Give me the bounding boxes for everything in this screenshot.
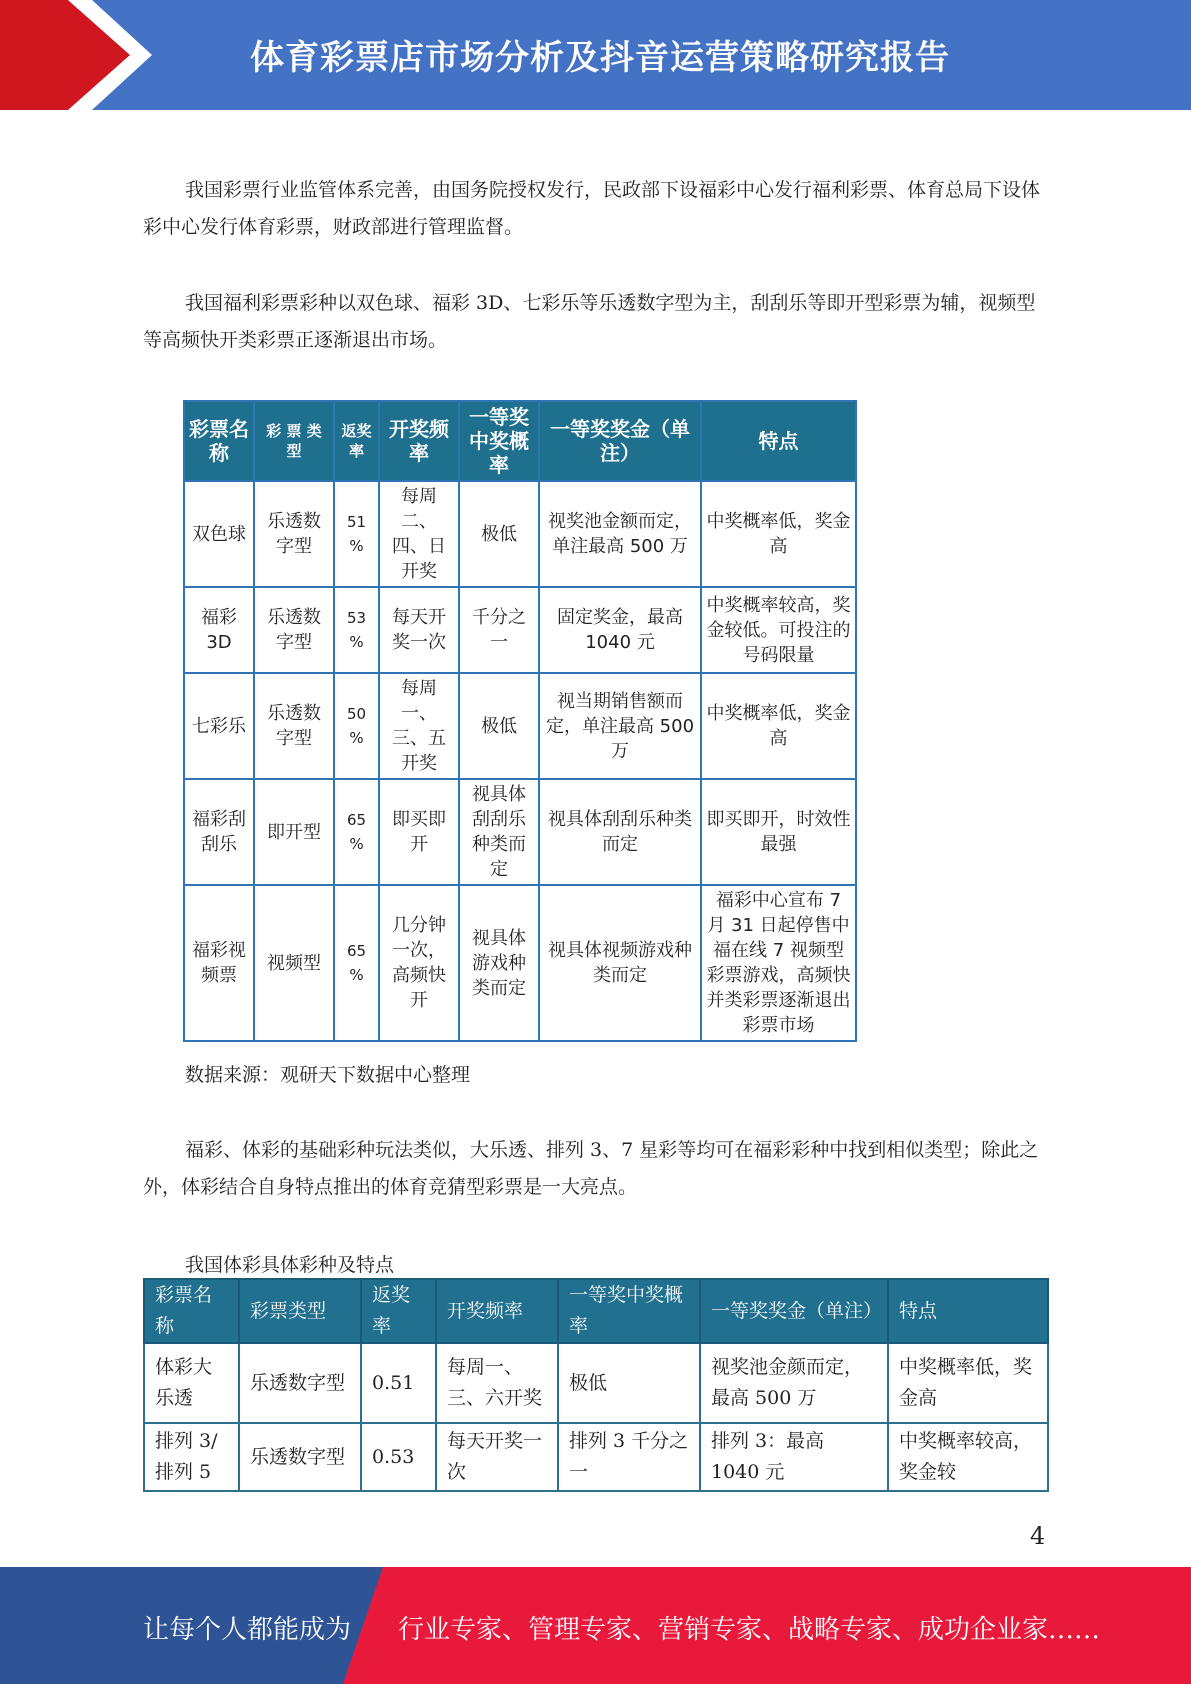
- table-cell: 视具体视频游戏种类而定: [539, 885, 701, 1041]
- table-cell: 中奖概率低，奖金高: [701, 481, 856, 587]
- table-cell: 千分之一: [459, 587, 539, 673]
- table-cell: 即买即开，时效性最强: [701, 779, 856, 885]
- table-cell: 乐透数字型: [254, 673, 334, 779]
- table-cell: 53 %: [334, 587, 379, 673]
- table-cell: 双色球: [184, 481, 254, 587]
- table-cell: 即开型: [254, 779, 334, 885]
- table-row: [184, 673, 856, 779]
- table-row: [184, 481, 856, 587]
- table-cell: 福彩 3D: [184, 587, 254, 673]
- paragraph-sports-lottery: 福彩、体彩的基础彩种玩法类似，大乐透、排列 3、7 星彩等均可在福彩彩种中找到相似类型；除此之外，体彩结合自身特点推出的体育竞猜型彩票是一大亮点。: [143, 1139, 1039, 1198]
- report-title: 体育彩票店市场分析及抖音运营策略研究报告: [250, 38, 950, 78]
- header-cell: 一等奖中奖概率: [459, 401, 539, 481]
- table-row: [144, 1343, 1048, 1423]
- table-cell: 视频型: [254, 885, 334, 1041]
- table-cell: 即买即开: [379, 779, 459, 885]
- page-footer: [0, 1567, 1191, 1684]
- table-row: [184, 587, 856, 673]
- header-cell: 返奖率: [361, 1279, 436, 1343]
- table-cell: 中奖概率低，奖金高: [701, 673, 856, 779]
- table-cell: 视当期销售额而定，单注最高 500 万: [539, 673, 701, 779]
- table-cell: 视奖池金颜而定，最高 500 万: [700, 1343, 888, 1423]
- header-cell: 一等奖中奖概率: [558, 1279, 700, 1343]
- table-cell: 福彩中心宣布 7 月 31 日起停售中福在线 7 视频型彩票游戏，高频快并类彩票逐渐退出彩票市场: [701, 885, 856, 1041]
- table-cell: 视具体刮刮乐种类而定: [459, 779, 539, 885]
- table-header-row: [184, 401, 856, 481]
- table-cell: 中奖概率低，奖金高: [888, 1343, 1048, 1423]
- table-cell: 51 %: [334, 481, 379, 587]
- header-cell: 开奖频率: [436, 1279, 558, 1343]
- table-cell: 七彩乐: [184, 673, 254, 779]
- header-cell: 彩 票 类 型: [254, 401, 334, 481]
- table-cell: 乐透数字型: [239, 1343, 361, 1423]
- header-cell: 彩票名称: [144, 1279, 239, 1343]
- paragraph-welfare-lottery: 我国福利彩票彩种以双色球、福彩 3D、七彩乐等乐透数字型为主，刮刮乐等即开型彩票为辅，视频型等高频快开类彩票正逐渐退出市场。: [143, 292, 1036, 351]
- table-cell: 每周二、四、日开奖: [379, 481, 459, 587]
- table-cell: 极低: [558, 1343, 700, 1423]
- table-cell: 每天开奖一次: [379, 587, 459, 673]
- welfare-lottery-table: [183, 400, 857, 1042]
- table-cell: 50 %: [334, 673, 379, 779]
- table-cell: 视具体游戏种类而定: [459, 885, 539, 1041]
- footer-slogan-left: 让每个人都能成为: [143, 1615, 352, 1645]
- table-cell: 乐透数字型: [254, 481, 334, 587]
- table-cell: 几分钟一次，高频快开: [379, 885, 459, 1041]
- table-cell: 每周一、三、六开奖: [436, 1343, 558, 1423]
- data-source-note: 数据来源：观研天下数据中心整理: [185, 1064, 471, 1086]
- header-cell: 彩票名称: [184, 401, 254, 481]
- footer-slogan-right: 行业专家、管理专家、营销专家、战略专家、成功企业家……: [398, 1615, 1101, 1645]
- table-cell: 0.53: [361, 1423, 436, 1491]
- table-cell: 福彩视频票: [184, 885, 254, 1041]
- table-row: [184, 885, 856, 1041]
- table-row: [184, 779, 856, 885]
- table-cell: 每天开奖一次: [436, 1423, 558, 1491]
- table-row: [144, 1423, 1048, 1491]
- page-header: [0, 0, 1191, 110]
- paragraph-regulation: 我国彩票行业监管体系完善，由国务院授权发行，民政部下设福彩中心发行福利彩票、体育总局下设体彩中心发行体育彩票，财政部进行管理监督。: [143, 179, 1041, 238]
- header-cell: 返奖率: [334, 401, 379, 481]
- table-header-row: [144, 1279, 1048, 1343]
- table-cell: 0.51: [361, 1343, 436, 1423]
- table-caption: 我国体彩具体彩种及特点: [185, 1254, 395, 1276]
- table-cell: 中奖概率较高，奖金较低。可投注的号码限量: [701, 587, 856, 673]
- header-cell: 开奖频率: [379, 401, 459, 481]
- table-cell: 每周一、三、五开奖: [379, 673, 459, 779]
- page-number: 4: [1030, 1522, 1046, 1550]
- header-cell: 特点: [701, 401, 856, 481]
- sports-lottery-table: [143, 1278, 1049, 1492]
- table-cell: 视具体刮刮乐种类而定: [539, 779, 701, 885]
- table-cell: 视奖池金额而定，单注最高 500 万: [539, 481, 701, 587]
- table-cell: 排列 3：最高 1040 元: [700, 1423, 888, 1491]
- header-cell: 特点: [888, 1279, 1048, 1343]
- table-cell: 65 %: [334, 779, 379, 885]
- table-cell: 65 %: [334, 885, 379, 1041]
- table-cell: 乐透数字型: [239, 1423, 361, 1491]
- table-cell: 固定奖金，最高 1040 元: [539, 587, 701, 673]
- table-cell: 极低: [459, 673, 539, 779]
- table-cell: 乐透数字型: [254, 587, 334, 673]
- header-cell: 一等奖奖金（单注）: [539, 401, 701, 481]
- header-cell: 一等奖奖金（单注）: [700, 1279, 888, 1343]
- table-cell: 排列 3/排列 5: [144, 1423, 239, 1491]
- table-cell: 中奖概率较高，奖金较: [888, 1423, 1048, 1491]
- header-cell: 彩票类型: [239, 1279, 361, 1343]
- table-cell: 排列 3 千分之一: [558, 1423, 700, 1491]
- table-cell: 体彩大乐透: [144, 1343, 239, 1423]
- table-cell: 福彩刮刮乐: [184, 779, 254, 885]
- table-cell: 极低: [459, 481, 539, 587]
